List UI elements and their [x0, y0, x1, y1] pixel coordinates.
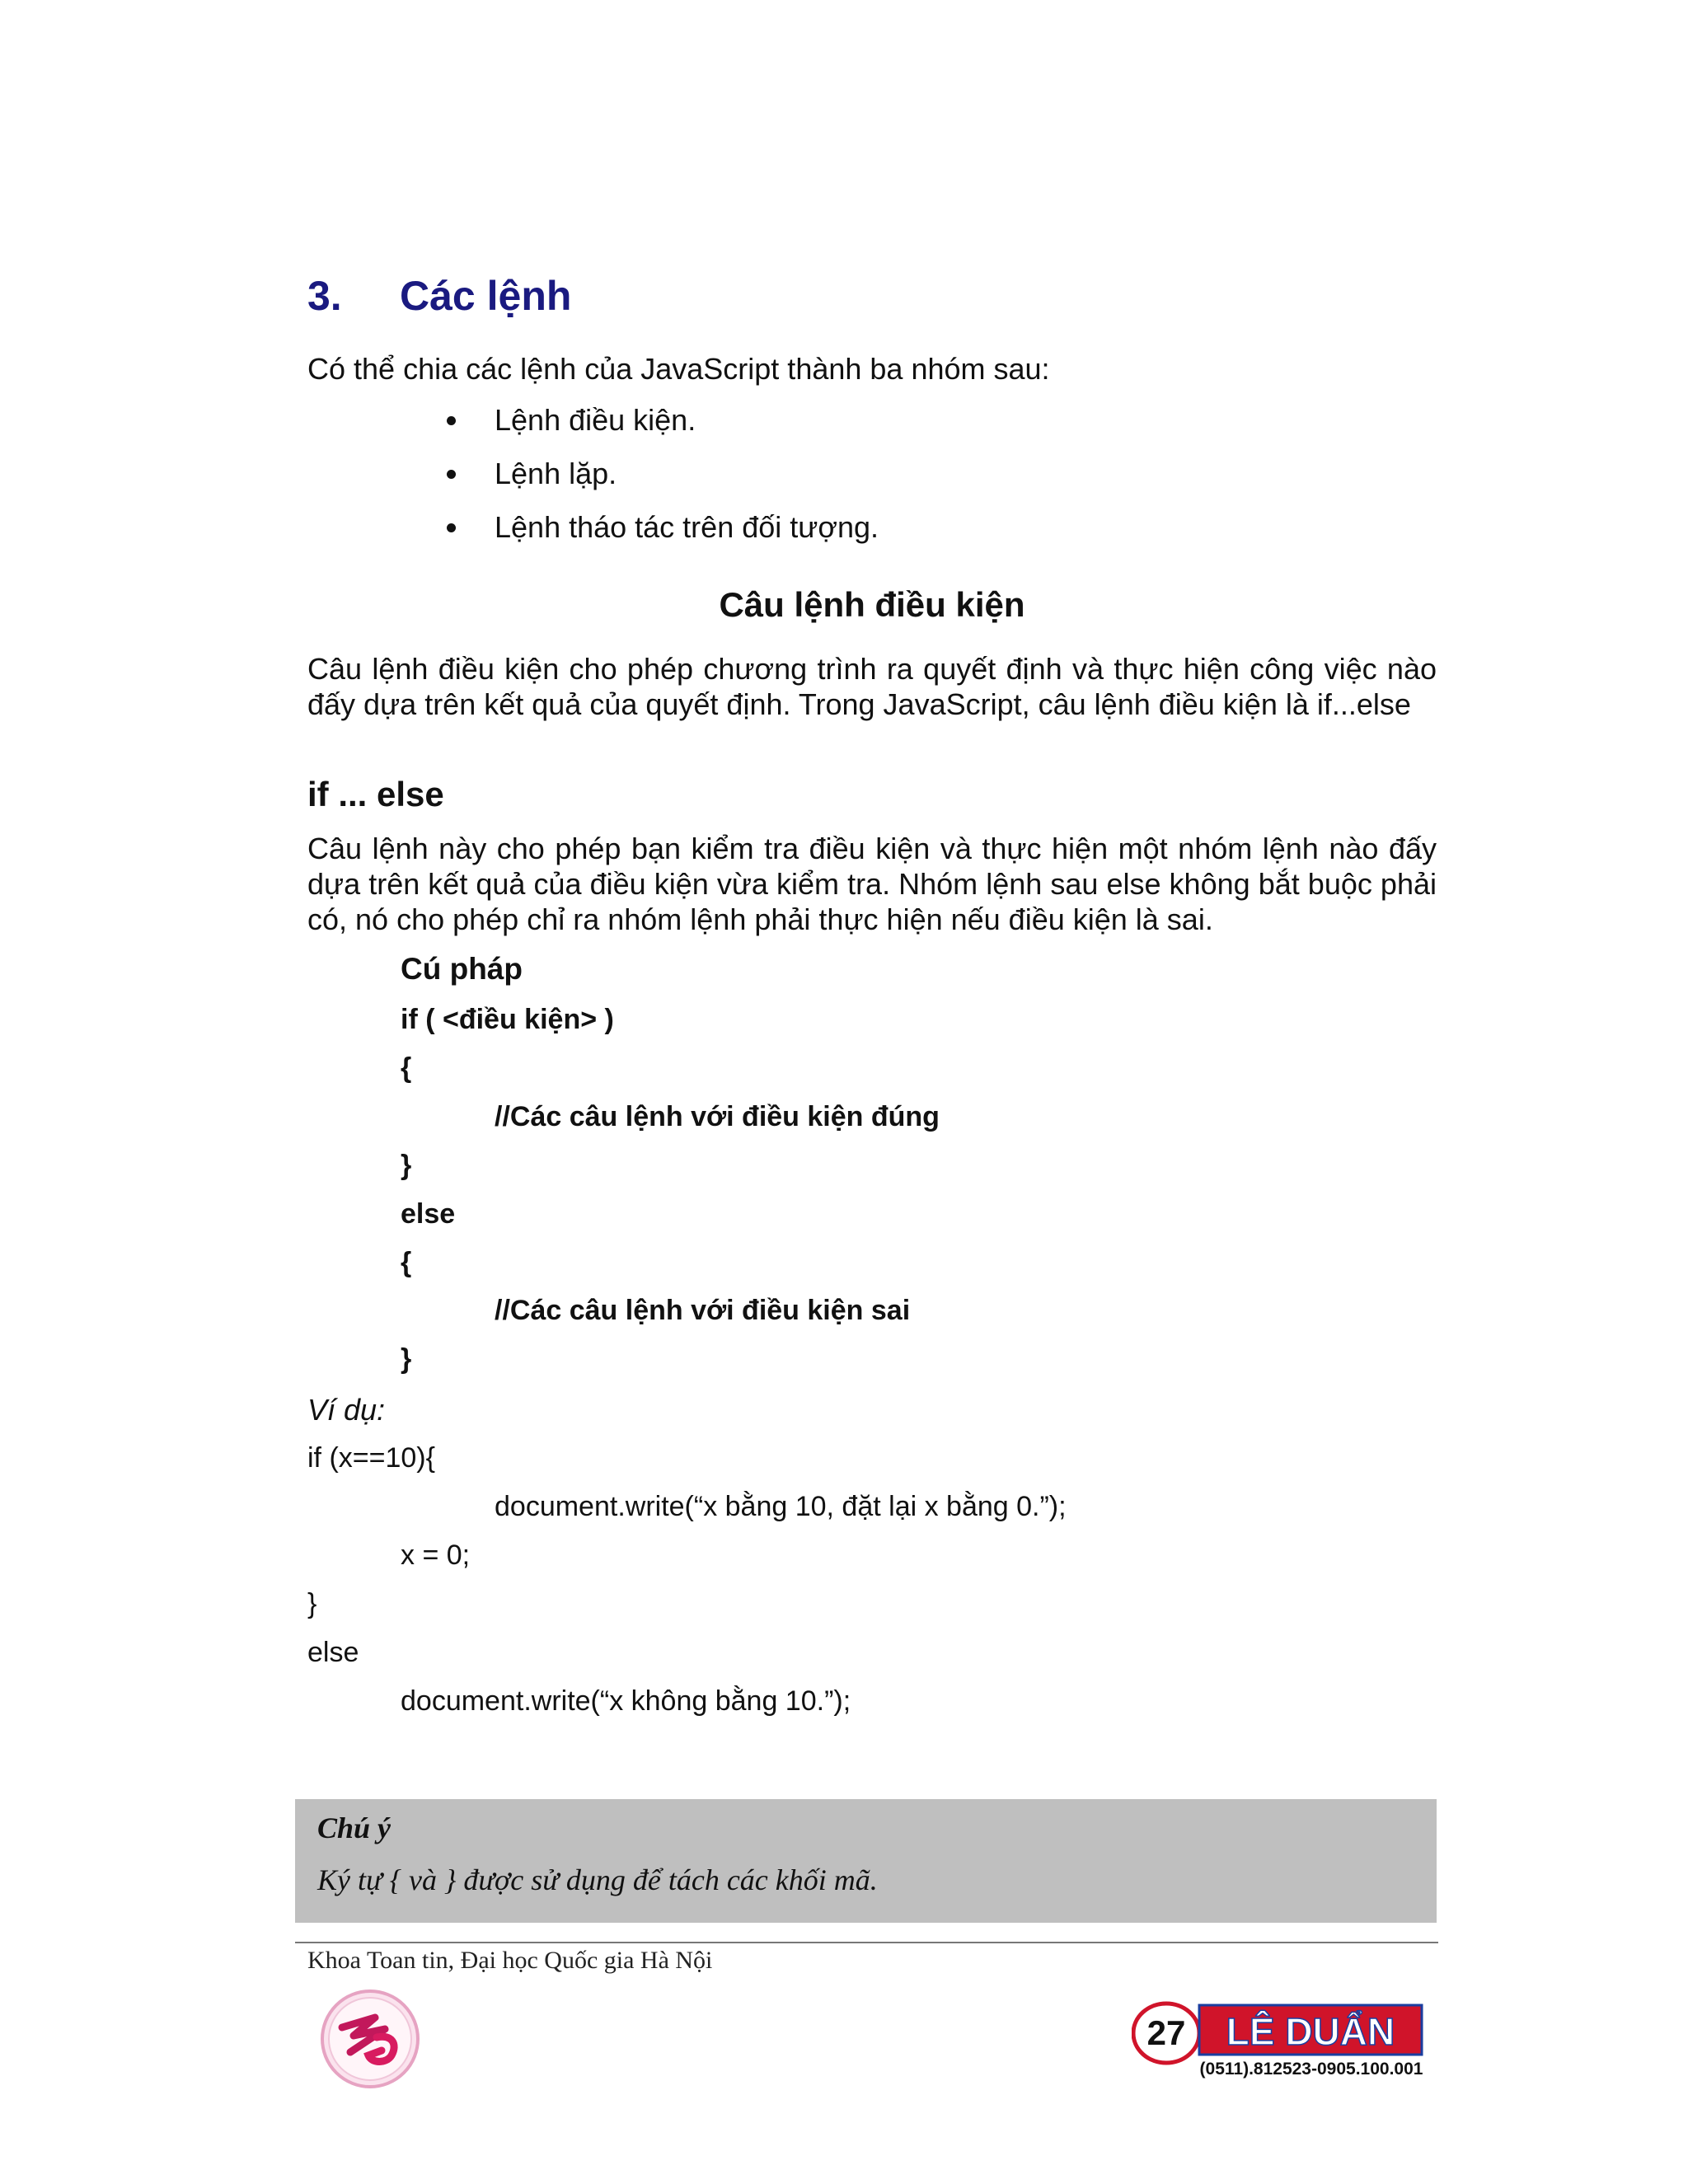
list-item	[445, 402, 879, 456]
footer-text: Khoa Toan tin, Đại học Quốc gia Hà Nội	[307, 1947, 713, 1974]
syntax-label: Cú pháp	[401, 952, 523, 986]
syntax-line: }	[401, 1150, 412, 1181]
syntax-line: //Các câu lệnh với điều kiện sai	[495, 1295, 911, 1326]
syntax-line: //Các câu lệnh với điều kiện đúng	[495, 1101, 940, 1132]
list-item	[445, 509, 879, 563]
intro-text: Có thể chia các lệnh của JavaScript thành ba nhóm sau:	[307, 352, 1050, 386]
bullet-list	[445, 402, 879, 563]
code-line: else	[307, 1637, 359, 1668]
section-number: 3.	[307, 273, 342, 319]
list-item-text: Lệnh tháo tác trên đối tượng.	[495, 510, 879, 544]
code-line: }	[307, 1588, 317, 1619]
logo-name: LÊ DUẨN	[1226, 2010, 1395, 2053]
note-box	[295, 1799, 1437, 1923]
list-item-text: Lệnh điều kiện.	[495, 403, 696, 437]
list-item-text: Lệnh lặp.	[495, 457, 617, 490]
bullet-icon	[447, 523, 456, 532]
code-line: document.write(“x không bằng 10.”);	[401, 1685, 851, 1717]
paragraph-conditional: Câu lệnh điều kiện cho phép chương trình ra quyết định và thực hiện công việc nào đấy dựa trên kết quả của quyết định. Trong JavaScript, câu lệnh điều kiện là if...else	[307, 652, 1437, 721]
code-line: if (x==10){	[307, 1442, 435, 1474]
logo-number: 27	[1146, 2013, 1186, 2052]
code-line: document.write(“x bằng 10, đặt lại x bằng 0.”);	[495, 1491, 1067, 1522]
subheading: Câu lệnh điều kiện	[719, 585, 1025, 624]
syntax-line: else	[401, 1198, 456, 1230]
code-line: x = 0;	[401, 1540, 471, 1571]
syntax-line: if ( <điều kiện> )	[401, 1004, 614, 1035]
syntax-line: }	[401, 1343, 412, 1375]
sg-logo-icon	[317, 1986, 423, 2092]
logo-phone: (0511).812523-0905.100.001	[1199, 2060, 1423, 2079]
paragraph-ifelse: Câu lệnh này cho phép bạn kiểm tra điều kiện và thực hiện một nhóm lệnh nào đấy dựa trên kết quả của điều kiện vừa kiểm tra. Nhóm lệnh sau else không bắt buộc phải có, nó cho phép chỉ ra nhóm lệnh phải thực hiện nếu điều kiện là sai.	[307, 832, 1437, 936]
section-heading	[307, 272, 571, 320]
bullet-icon	[447, 416, 456, 425]
syntax-line: {	[401, 1052, 412, 1084]
bullet-icon	[447, 470, 456, 479]
footer-divider	[295, 1942, 1438, 1943]
note-text: Ký tự { và } được sử dụng để tách các khối mã.	[317, 1863, 878, 1896]
syntax-line: {	[401, 1247, 412, 1278]
ifelse-heading: if ... else	[307, 775, 444, 813]
list-item	[445, 456, 879, 509]
note-title: Chú ý	[317, 1811, 392, 1844]
section-title: Các lệnh	[400, 273, 572, 319]
example-label: Ví dụ:	[307, 1393, 386, 1427]
le-duan-logo-icon	[1132, 1999, 1424, 2081]
